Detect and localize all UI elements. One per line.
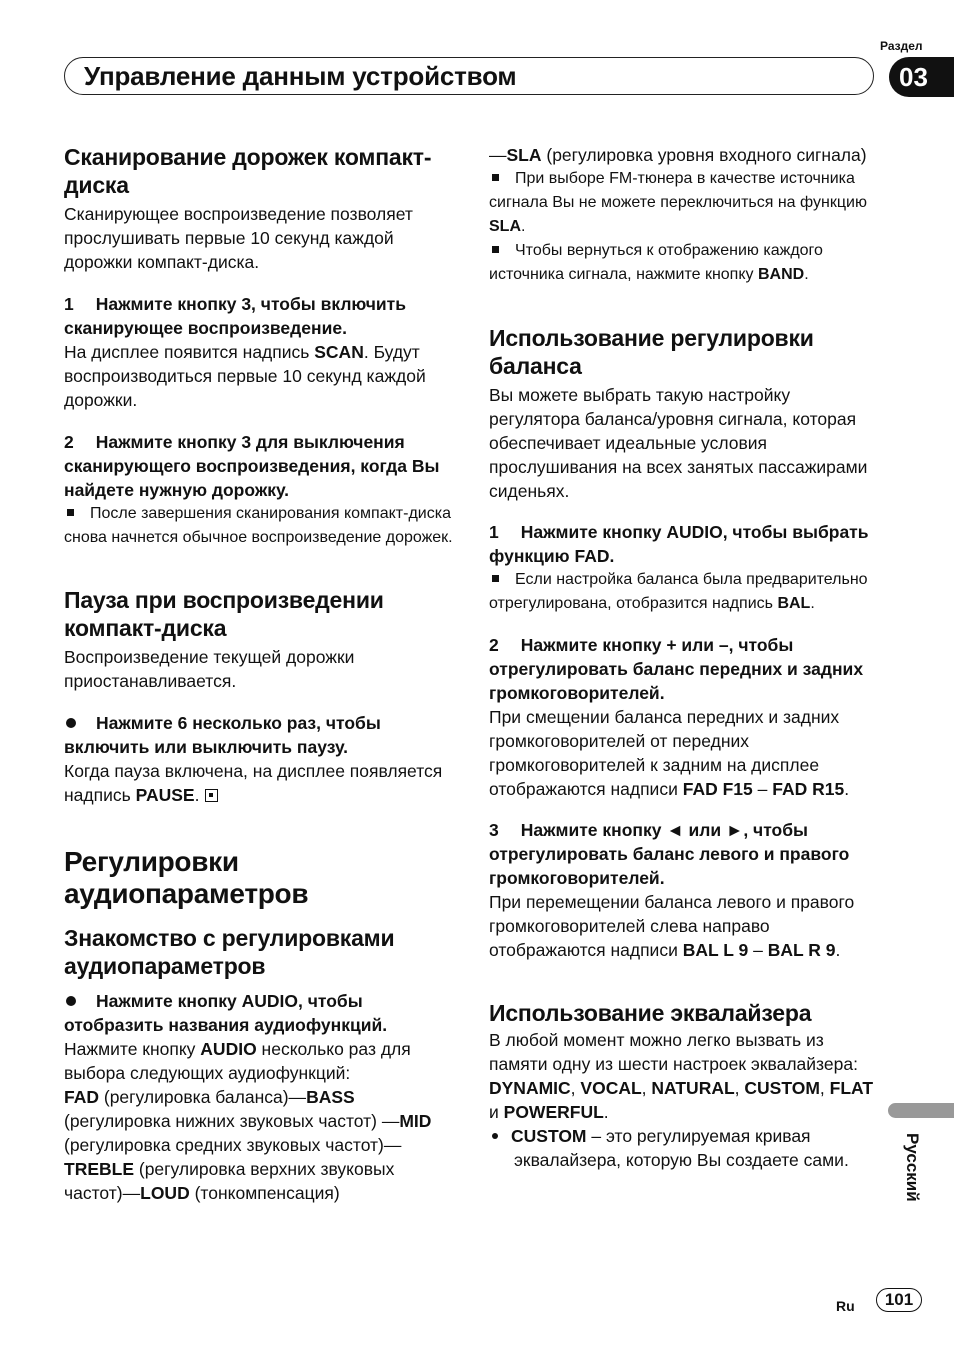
balance-step2: [489, 633, 881, 705]
step-text: Нажмите кнопку + или –, чтобы отрегулировать баланс передних и задних громкоговорителей.: [489, 635, 864, 703]
bullet-icon: [492, 1133, 498, 1139]
audio-heading: Регулировки аудиопараметров: [64, 846, 309, 909]
balance-step1-note: Если настройка баланса была предварительно отрегулирована, отобразится надпись BAL.: [489, 571, 868, 612]
round-bullet-icon: [66, 718, 76, 728]
audio-subheading: Знакомство с регулировками аудиопараметров: [64, 925, 395, 979]
balance-step1: [489, 520, 881, 568]
scan-note: После завершения сканирования компакт-диска снова начнется обычное воспроизведение дорожек.: [64, 505, 453, 546]
section-number-badge: 03: [889, 57, 954, 97]
balance-heading: Использование регулировки баланса: [489, 325, 814, 379]
left-column: [64, 143, 456, 1205]
balance-intro: Вы можете выбрать такую настройку регулятора баланса/уровня сигнала, которая обеспечивает идеальные условия прослушивания на всех занятых пассажирами сиденьях.: [489, 385, 868, 501]
pause-body: Когда пауза включена, на дисплее появляется надпись PAUSE.: [64, 761, 443, 805]
pause-intro: Воспроизведение текущей дорожки приостанавливается.: [64, 647, 355, 691]
page-number: 101: [876, 1288, 922, 1312]
step-text: Нажмите кнопку ◄ или ►, чтобы отрегулировать баланс левого и правого громкоговорителей.: [489, 820, 850, 888]
page-title: Управление данным устройством: [84, 61, 517, 91]
balance-step2-body: При смещении баланса передних и задних громкоговорителей от передних громкоговорителей к задним на дисплее отображаются надписи FAD F15 – FAD R15.: [489, 707, 850, 799]
step-text: Нажмите кнопку 3, чтобы включить сканирующее воспроизведение.: [64, 294, 406, 338]
square-bullet-icon: [492, 174, 499, 181]
square-bullet-icon: [492, 246, 499, 253]
step-number: 1: [489, 522, 499, 542]
scan-step1-body: На дисплее появится надпись SCAN. Будут воспроизводиться первые 10 секунд каждой дорожки.: [64, 342, 426, 410]
square-bullet-icon: [67, 509, 74, 516]
language-label: Русский: [903, 1133, 922, 1202]
step-number: 2: [489, 635, 499, 655]
eq-heading: Использование эквалайзера: [489, 1000, 812, 1026]
audio-step: Нажмите кнопку AUDIO, чтобы отобразить названия аудиофункций.: [64, 991, 388, 1035]
sla-text: —SLA (регулировка уровня входного сигнала): [489, 145, 867, 165]
audio-body: Нажмите кнопку AUDIO несколько раз для выбора следующих аудиофункций:: [64, 1039, 411, 1083]
eq-custom-bullet: CUSTOM – это регулируемая кривая эквалайзера, которую Вы создаете сами.: [489, 1124, 881, 1172]
square-bullet-icon: [492, 575, 499, 582]
balance-step3-body: При перемещении баланса левого и правого громкоговорителей слева направо отображаются надписи BAL L 9 – BAL R 9.: [489, 892, 855, 960]
language-tab: [888, 1103, 954, 1118]
scan-step2: [64, 430, 456, 502]
sla-note-1: При выборе FM-тюнера в качестве источника сигнала Вы не можете переключиться на функцию SLA.: [489, 170, 867, 235]
step-number: 2: [64, 432, 74, 452]
step-number: 3: [489, 820, 499, 840]
scan-step1: [64, 292, 456, 340]
pause-step: Нажмите 6 несколько раз, чтобы включить или выключить паузу.: [64, 713, 381, 757]
language-code: Ru: [836, 1298, 855, 1314]
eq-body: В любой момент можно легко вызвать из памяти одну из шести настроек эквалайзера: DYNAMIC, VOCAL, NATURAL, CUSTOM, FLAT и POWERFUL.: [489, 1030, 874, 1122]
step-number: 1: [64, 294, 74, 314]
scan-intro: Сканирующее воспроизведение позволяет прослушивать первые 10 секунд каждой дорожки компакт-диска.: [64, 204, 413, 272]
step-text: Нажмите кнопку 3 для выключения сканирующего воспроизведения, когда Вы найдете нужную дорожку.: [64, 432, 440, 500]
balance-step3: [489, 818, 881, 890]
round-bullet-icon: [66, 996, 76, 1006]
step-text: Нажмите кнопку AUDIO, чтобы выбрать функцию FAD.: [489, 522, 869, 566]
scan-heading: Сканирование дорожек компакт-диска: [64, 144, 432, 198]
end-mark-icon: [205, 789, 218, 802]
section-label: Раздел: [880, 39, 923, 53]
pause-heading: Пауза при воспроизведении компакт-диска: [64, 587, 384, 641]
sla-note-2: Чтобы вернуться к отображению каждого источника сигнала, нажмите кнопку BAND.: [489, 242, 823, 283]
audio-function-list: FAD (регулировка баланса)—BASS (регулировка нижних звуковых частот) —MID (регулировка средних звуковых частот)—TREBLE (регулировка верхних звуковых частот)—LOUD (тонкомпенсация): [64, 1087, 432, 1203]
right-column: [489, 143, 881, 1172]
